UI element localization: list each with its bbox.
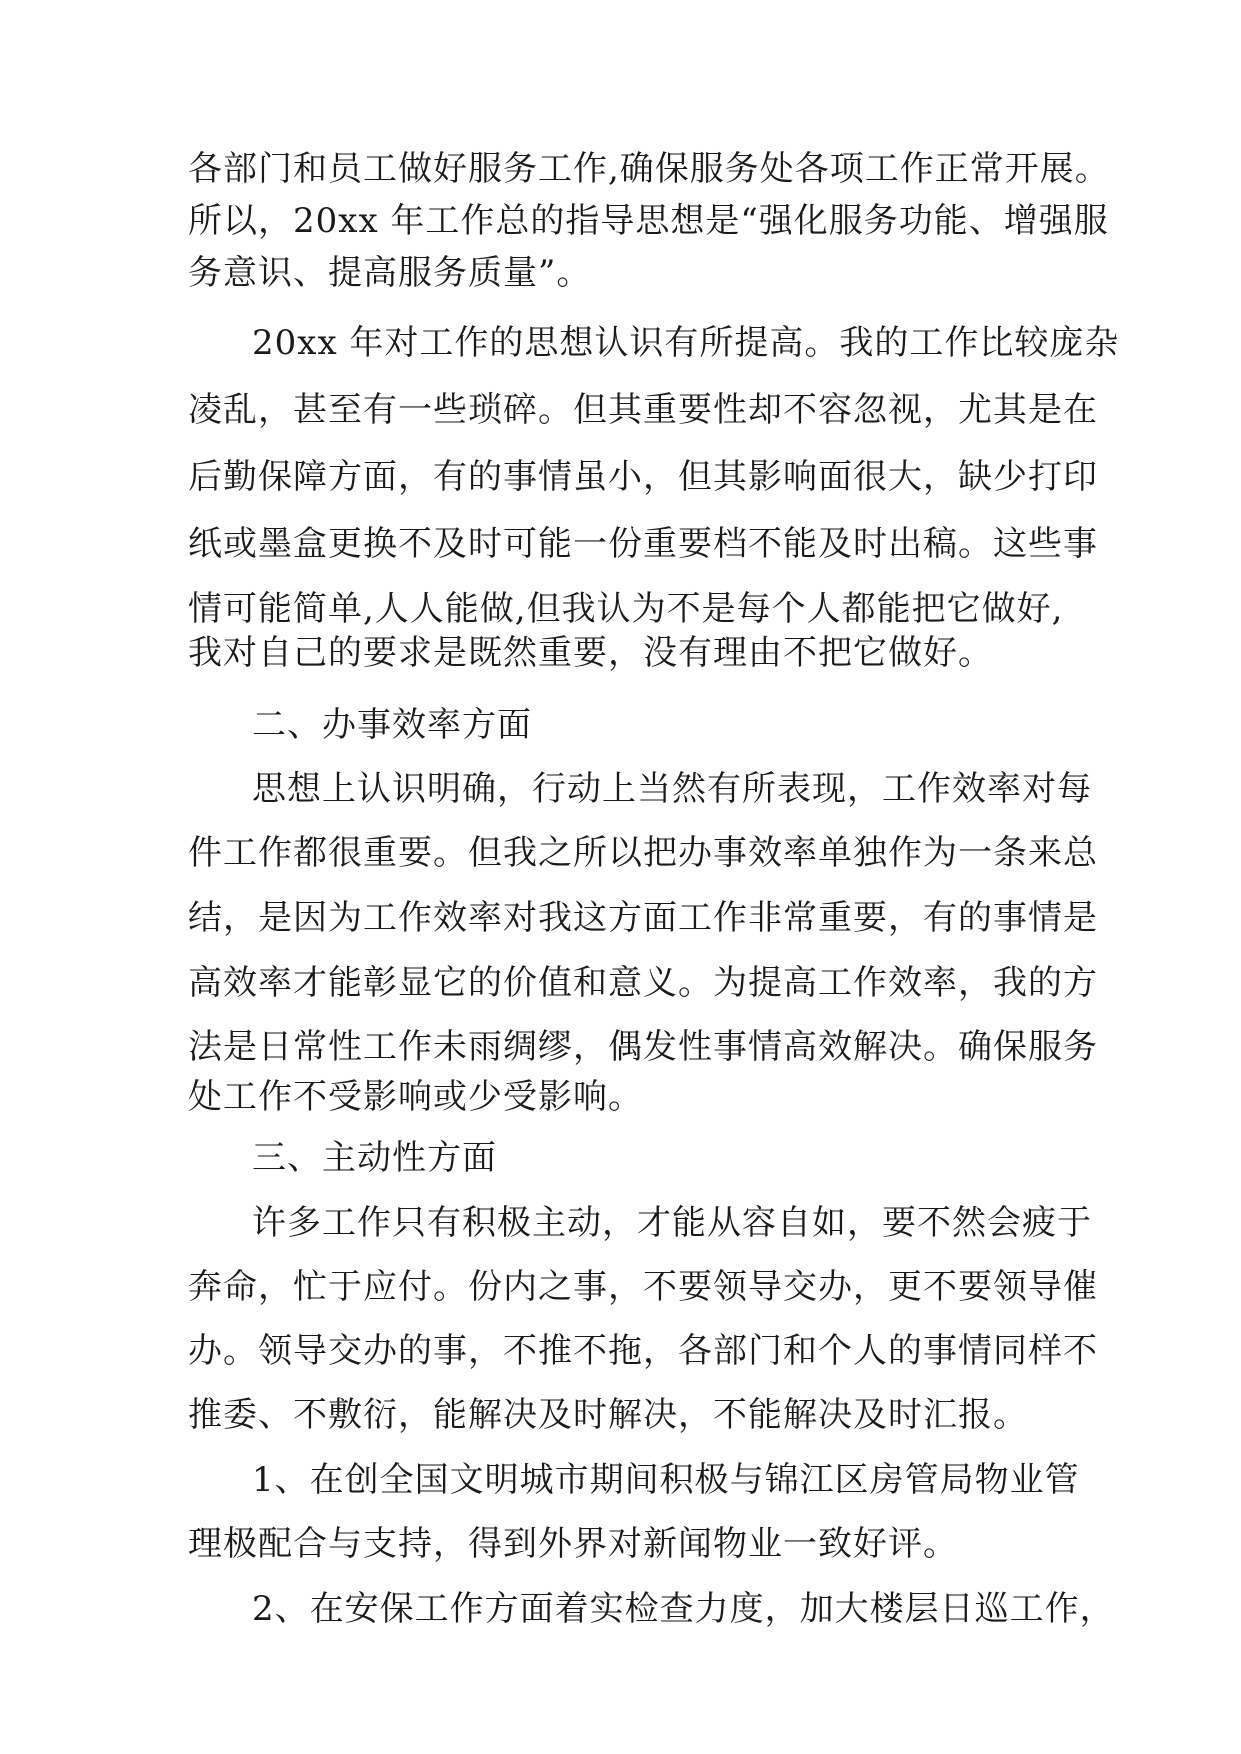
- text-line: 件工作都很重要。但我之所以把办事效率单独作为一条来总: [188, 833, 1098, 873]
- text-line: 20xx 年对工作的思想认识有所提高。我的工作比较庞杂: [252, 323, 1120, 363]
- list-item: 1、在创全国文明城市期间积极与锦江区房管局物业管: [252, 1460, 1080, 1500]
- text-line: 许多工作只有积极主动，才能从容自如，要不然会疲于: [252, 1203, 1092, 1243]
- text-line: 情可能简单,人人能做,但我认为不是每个人都能把它做好,: [188, 589, 1064, 629]
- text-line: 处工作不受影响或少受影响。: [188, 1077, 643, 1117]
- section-heading: 三、主动性方面: [252, 1138, 497, 1178]
- text-line: 法是日常性工作未雨绸缪，偶发性事情高效解决。确保服务: [188, 1027, 1098, 1067]
- section-heading: 二、办事效率方面: [252, 705, 532, 745]
- text-line: 办。领导交办的事，不推不拖，各部门和个人的事情同样不: [188, 1331, 1098, 1371]
- text-line: 后勤保障方面，有的事情虽小，但其影响面很大，缺少打印: [188, 457, 1098, 497]
- text-line: 奔命，忙于应付。份内之事，不要领导交办，更不要领导催: [188, 1267, 1098, 1307]
- text-line: 务意识、提高服务质量”。: [188, 253, 592, 293]
- text-line: 所以，20xx 年工作总的指导思想是“强化服务功能、增强服: [188, 201, 1109, 241]
- text-line: 思想上认识明确，行动上当然有所表现，工作效率对每: [252, 769, 1092, 809]
- text-line: 高效率才能彰显它的价值和意义。为提高工作效率，我的方: [188, 963, 1098, 1003]
- text-line: 推委、不敷衍，能解决及时解决，不能解决及时汇报。: [188, 1395, 1028, 1435]
- text-line: 结，是因为工作效率对我这方面工作非常重要，有的事情是: [188, 898, 1098, 938]
- text-line: 纸或墨盒更换不及时可能一份重要档不能及时出稿。这些事: [188, 524, 1098, 564]
- text-line: 我对自己的要求是既然重要，没有理由不把它做好。: [188, 633, 993, 673]
- text-line: 凌乱，甚至有一些琐碎。但其重要性却不容忽视，尤其是在: [188, 390, 1098, 430]
- text-line: 各部门和员工做好服务工作,确保服务处各项工作正常开展。: [188, 149, 1110, 189]
- list-item: 2、在安保工作方面着实检查力度，加大楼层日巡工作，: [252, 1589, 1115, 1629]
- text-line: 理极配合与支持，得到外界对新闻物业一致好评。: [188, 1524, 958, 1564]
